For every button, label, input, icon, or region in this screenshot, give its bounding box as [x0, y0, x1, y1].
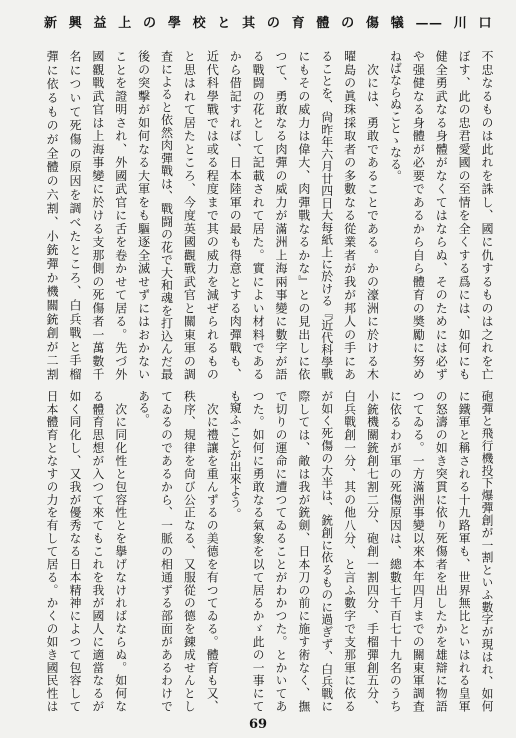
page-number: 69 — [248, 717, 268, 732]
text-column: ぼす、此の忠君愛國の至情を全くする爲には、如何にも — [457, 50, 472, 380]
text-column: つて、勇敢なる肉彈の威力が滿洲上海兩事變に數字が語 — [273, 50, 288, 380]
text-column: も窺ふことが出來よう。 — [228, 390, 243, 520]
text-column: 名について死傷の原因を調べたところ、白兵戰と手榴 — [67, 50, 82, 380]
text-column: る體育思想が入つて來てもこれを我が國人に適當なるが — [90, 390, 105, 712]
text-column: 不忠なるものは此れを誅し、國に仇するものは之れを亡 — [480, 50, 494, 380]
text-column: に依るわが軍の死傷原因は、總數七千百七十九名のうち — [388, 390, 403, 712]
text-column: にもその威力は偉大、肉彈戰なるかな』との見出しに依 — [296, 50, 311, 380]
text-column: 次には、勇敢であることである。かの濠洲に於ける木 — [365, 50, 380, 380]
text-column: 小銃機關銃創七割二分、砲創一割四分、手榴彈創五分、 — [365, 390, 380, 712]
text-column: る戰闘の花として記載されて居た。實によい材料である — [251, 50, 266, 380]
text-column: ねばならぬことゝなる。 — [388, 50, 403, 182]
text-column: 査によると依然肉彈戰は、戰闘の花で大和魂を打込んだ最 — [159, 50, 174, 380]
text-column: で切りの運命に遭つてゐることがわかつた。とかいてあ — [273, 390, 288, 712]
running-header: 新興益上の學校と其の育體の傷犠——川口 — [44, 16, 492, 31]
text-column: 國觀戰武官は上海事變に於ける支那側の死傷者一萬數千 — [90, 50, 105, 380]
text-column: 日本體育となすの力を有して居る。かくの如き國民性は — [45, 390, 60, 712]
text-column: と思はれて居たところ、今度英國觀戰武官と關東軍の調 — [182, 50, 197, 380]
text-column: つた。如何に勇敢なる氣象を以て居るかゞ此の一事にて — [251, 390, 266, 712]
text-column: ることを、尙昨年六月廿四日大每紙上に於ける『近代科學戰 — [319, 50, 334, 380]
text-column: 次に同化性と包容性とを擧げなければならぬ。如何な — [113, 390, 128, 712]
text-column: 白兵戰創一分、其の他八分、と言ふ數字で支那軍に依る — [342, 390, 357, 712]
text-column: が如く死傷の大半は、銃創に依るものに過ぎず、白兵戰に — [319, 390, 334, 712]
text-column: や强健なる身體が必要であるから自ら體育の奬勵に努め — [411, 50, 426, 380]
text-column: 後の突擊が如何なる大軍をも驅逐全滅せずにはおかない — [136, 50, 151, 380]
text-column: 秩序、規律を尙び公正なる、又服從の德を錬成せんとし — [182, 390, 197, 712]
text-column: 近代科學戰では或る程度まで其の威力を減ぜられるもの — [205, 50, 220, 380]
text-column: から借記すれば、日本陸軍の最も得意とする肉彈戰も、 — [228, 50, 243, 380]
text-column: つてゐる。一方滿洲事變以來本年四月までの關東軍調査 — [411, 390, 426, 712]
text-column: 健全勇武なる身體がなくてはならぬ、そのためには必ず — [434, 50, 449, 380]
text-column: 曜島の眞珠採取者の多數なる從業者が我が邦人の手にあ — [342, 50, 357, 380]
text-column: ことを證明され、外國武官に舌を卷かせて居る。先づ外 — [113, 50, 128, 380]
text-column: ある。 — [136, 390, 151, 426]
lower-text-block — [40, 390, 498, 712]
text-column: 如く同化し、又我が優秀なる日本精神によつて包容して — [67, 390, 82, 712]
text-column: 彈に依るものが全體の六割、小銃彈か機關銃創が二割 — [45, 50, 60, 380]
text-column: の怒濤の如き突貫に依り死傷者を出したかを雄辯に物語 — [434, 390, 449, 712]
upper-text-block — [40, 50, 498, 380]
text-column: に鐵軍と稱される十九路軍も、世界無比といはれる皇軍 — [457, 390, 472, 712]
text-column: 際しては、敵は我が銃劍、日本刀の前に施す術なく、撫 — [296, 390, 311, 712]
text-column: 次に禮讓を重んずるの美德を有つてゐる。體育も又、 — [205, 390, 220, 712]
text-column: 砲彈と飛行機投下爆彈創が一割といふ數字が現はれ、如何 — [480, 390, 494, 712]
text-column: てゐるのであるから、一脈の相通ずる部面があるわけで — [159, 390, 174, 712]
